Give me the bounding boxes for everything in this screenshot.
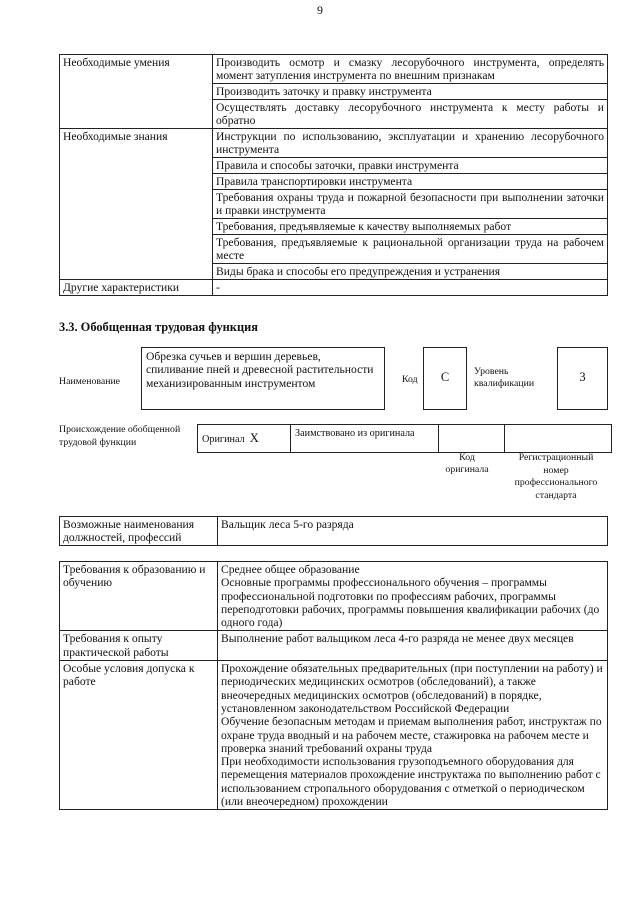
experience-value bbox=[218, 631, 608, 661]
requirement-paragraph: Среднее общее образование bbox=[221, 563, 360, 576]
experience-label: Требования к опыту практической работы bbox=[60, 631, 218, 661]
positions-value: Вальщик леса 5-го разряда bbox=[218, 517, 608, 546]
requirement-paragraph: Обучение безопасным методам и приемам выполнения работ, инструктаж по охране труда вводный и на рабочем месте, стажировка на рабочем месте и проверка знаний требований охраны труда bbox=[221, 715, 602, 755]
qualification-level-label bbox=[474, 366, 534, 391]
skill-item: Осуществлять доставку лесорубочного инструмента к месту работы и обратно bbox=[213, 100, 608, 129]
borrowed-label: Заимствовано из оригинала bbox=[295, 428, 415, 439]
requirement-paragraph: Основные программы профессионального обучения – программы профессиональной подготовки по профессиям рабочих, программы переподготовки рабочих, программы повышения квалификации рабочих (до одного года) bbox=[221, 576, 600, 630]
original-label: Оригинал bbox=[202, 434, 245, 445]
education-label: Требования к образованию и обучению bbox=[60, 562, 218, 631]
other-characteristics-label: Другие характеристики bbox=[60, 280, 213, 296]
section-title: 3.3. Обобщенная трудовая функция bbox=[59, 320, 258, 334]
name-label: Наименование bbox=[59, 376, 121, 387]
positions-label: Возможные наименования должностей, профессий bbox=[60, 517, 218, 546]
caption-line: оригинала bbox=[445, 464, 489, 475]
borrowed-cell bbox=[291, 425, 439, 453]
original-code-caption bbox=[437, 452, 497, 476]
origin-label-line: трудовой функции bbox=[59, 436, 137, 448]
admission-conditions-value bbox=[218, 661, 608, 810]
knowledge-item: Виды брака и способы его предупреждения и устранения bbox=[213, 264, 608, 280]
caption-line: номер bbox=[543, 464, 569, 476]
knowledge-item: Требования, предъявляемые к рациональной организации труда на рабочем месте bbox=[213, 235, 608, 264]
requirement-paragraph: При необходимости использования грузоподъемного оборудования для перемещения материалов прохождение инструктажа по выполнению работ с использованием стропального оборудования с отметкой о периодическом (или внеочередном) прохождении bbox=[221, 755, 601, 809]
original-mark: X bbox=[249, 431, 259, 445]
admission-conditions-label: Особые условия допуска к работе bbox=[60, 661, 218, 810]
caption-line: стандарта bbox=[535, 489, 577, 501]
qualification-level-value: 3 bbox=[579, 370, 586, 384]
knowledge-item: Требования, предъявляемые к качеству выполняемых работ bbox=[213, 219, 608, 235]
knowledge-item: Требования охраны труда и пожарной безопасности при выполнении заточки и правки инструмента bbox=[213, 190, 608, 219]
education-value bbox=[218, 562, 608, 631]
skill-item: Производить заточку и правку инструмента bbox=[213, 84, 608, 100]
knowledge-item: Правила и способы заточки, правки инструмента bbox=[213, 158, 608, 174]
original-cell bbox=[198, 425, 291, 453]
level-label-line: Уровень bbox=[474, 366, 509, 377]
skills-knowledge-table bbox=[59, 54, 608, 296]
origin-table bbox=[197, 424, 612, 453]
skills-label: Необходимые умения bbox=[60, 55, 213, 129]
level-label-line: квалификации bbox=[474, 378, 535, 390]
registration-number-caption bbox=[504, 452, 608, 502]
caption-line: Регистрационный bbox=[518, 452, 594, 463]
origin-label bbox=[59, 424, 180, 449]
origin-label-line: Происхождение обобщенной bbox=[59, 424, 181, 435]
positions-table bbox=[59, 516, 608, 546]
requirement-paragraph: Выполнение работ вальщиком леса 4-го разряда не менее двух месяцев bbox=[221, 632, 574, 646]
knowledge-label: Необходимые знания bbox=[60, 129, 213, 280]
skill-item: Производить осмотр и смазку лесорубочного инструмента, определять момент затупления инструмента по внешним признакам bbox=[213, 55, 608, 84]
caption-line: профессионального bbox=[514, 477, 598, 489]
other-characteristics-value: - bbox=[213, 280, 608, 296]
code-value: C bbox=[440, 370, 450, 384]
function-name-value: Обрезка сучьев и вершин деревьев, спиливание пней и древесной растительности механизированным инструментом bbox=[146, 350, 374, 390]
function-name-box bbox=[141, 347, 385, 410]
knowledge-item: Инструкции по использованию, эксплуатации и хранению лесорубочного инструмента bbox=[213, 129, 608, 158]
caption-line: Код bbox=[459, 452, 475, 463]
requirements-table bbox=[59, 561, 608, 810]
requirement-paragraph: Прохождение обязательных предварительных (при поступлении на работу) и периодических медицинских осмотров (обследований), а также внеочередных медицинских осмотров (обследований) в порядке, установленном законодательством Российской Федерации bbox=[221, 662, 603, 715]
original-code-cell bbox=[439, 425, 505, 453]
knowledge-item: Правила транспортировки инструмента bbox=[213, 174, 608, 190]
page-number: 9 bbox=[317, 3, 323, 17]
code-label: Код bbox=[402, 374, 418, 385]
registration-number-cell bbox=[505, 425, 612, 453]
